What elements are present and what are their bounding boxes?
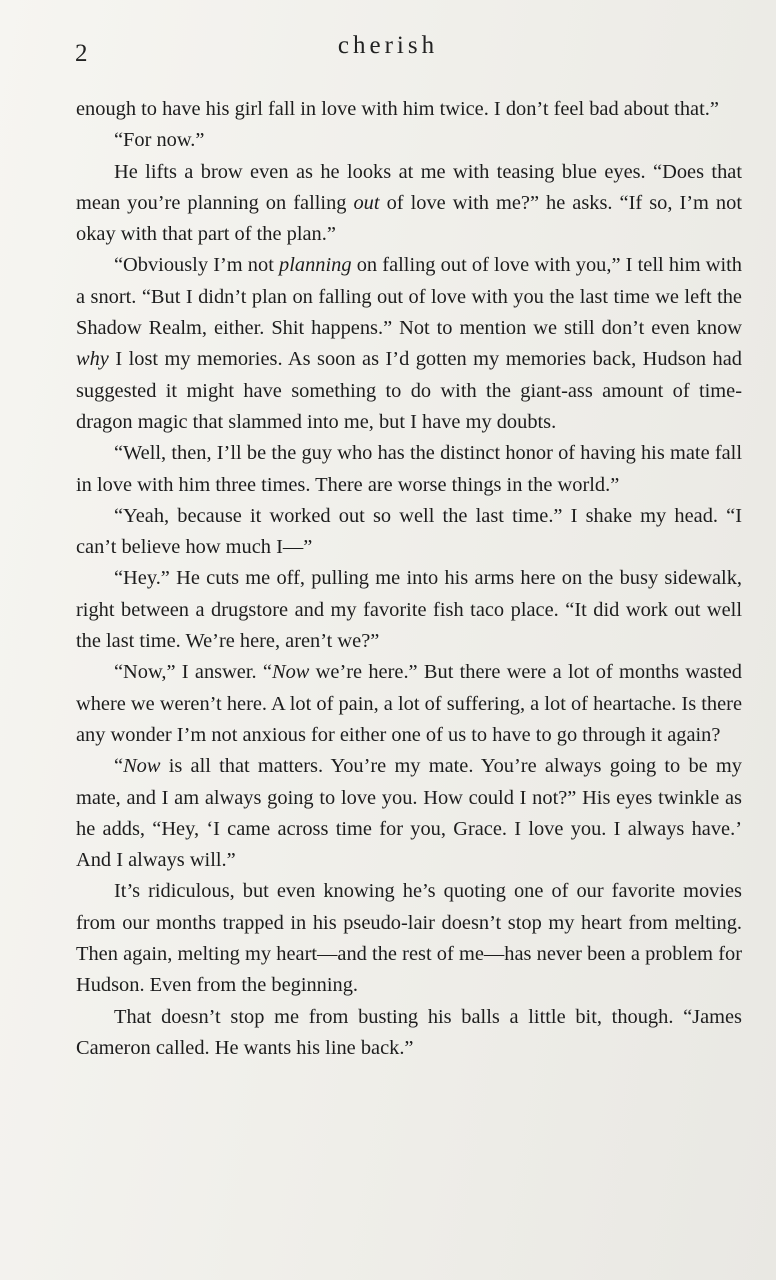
- paragraph: [76, 876, 742, 1001]
- text-segment: “Hey.” He cuts me off, pulling me into his arms here on the busy sidewalk, right between a drugstore and my favorite fish taco place. “It did work out well the last time. We’re here, aren’t we?”: [76, 567, 742, 653]
- paragraph: [76, 751, 742, 876]
- text-segment: enough to have his girl fall in love with him twice. I don’t feel bad about that.”: [76, 98, 719, 120]
- italic-segment: Now: [271, 661, 310, 684]
- italic-segment: Now: [123, 755, 161, 778]
- page-header: [0, 30, 776, 80]
- italic-segment: planning: [279, 254, 352, 277]
- text-segment: we’re here.” But there were a lot of months wasted where we weren’t here. A lot of pain, a lot of suffering, a lot of heartache. Is there any wonder I’m not anxious for either one of us to have to go through it again?: [76, 661, 742, 746]
- paragraph: [76, 250, 742, 438]
- paragraph: [76, 157, 742, 251]
- page-number: 2: [75, 40, 88, 67]
- paragraph: [76, 125, 742, 156]
- paragraph: [76, 1002, 742, 1065]
- text-segment: He lifts a brow even as he looks at me with teasing blue eyes. “Does that mean you’re planning on falling: [76, 160, 742, 214]
- text-segment: “Obviously I’m not: [114, 254, 280, 277]
- text-segment: “For now.”: [114, 129, 205, 152]
- paragraph: [76, 657, 742, 751]
- text-segment: I lost my memories. As soon as I’d gotten my memories back, Hudson had suggested it might have something to do with the giant-ass amount of time-dragon magic that slammed into me, but I have my doubts.: [76, 348, 742, 433]
- text-segment: It’s ridiculous, but even knowing he’s quoting one of our favorite movies from our months trapped in his pseudo-lair doesn’t stop my heart from melting. Then again, melting my heart—and the rest of me—has never been a problem for Hudson. Even from the beginning.: [76, 880, 742, 997]
- italic-segment: why: [76, 348, 109, 371]
- text-segment: “Now,” I answer. “: [114, 661, 272, 684]
- text-segment: is all that matters. You’re my mate. You’re always going to be my mate, and I am always going to love you. How could I not?” His eyes twinkle as he adds, “Hey, ‘I came across time for you, Grace. I love you. I always have.’ And I always will.”: [76, 755, 742, 872]
- running-head: cherish: [337, 32, 439, 59]
- text-segment: on falling out of love with you,” I tell him with a snort. “But I didn’t plan on falling out of love with you the last time we left the Shadow Realm, either. Shit happens.” Not to mention we still don’t even know: [76, 254, 742, 340]
- text-segment: “Yeah, because it worked out so well the last time.” I shake my head. “I can’t believe how much I—”: [76, 504, 742, 559]
- body-text: [76, 94, 742, 1064]
- paragraph: [76, 501, 742, 564]
- text-segment: “: [114, 755, 124, 778]
- text-segment: That doesn’t stop me from busting his balls a little bit, though. “James Cameron called. He wants his line back.”: [76, 1005, 742, 1059]
- paragraph: [76, 438, 742, 501]
- text-segment: of love with me?” he asks. “If so, I’m not okay with that part of the plan.”: [76, 191, 742, 246]
- text-segment: “Well, then, I’ll be the guy who has the distinct honor of having his mate fall in love with him three times. There are worse things in the world.”: [76, 442, 742, 496]
- paragraph: [76, 94, 742, 125]
- italic-segment: out: [353, 191, 380, 214]
- paragraph: [76, 563, 742, 657]
